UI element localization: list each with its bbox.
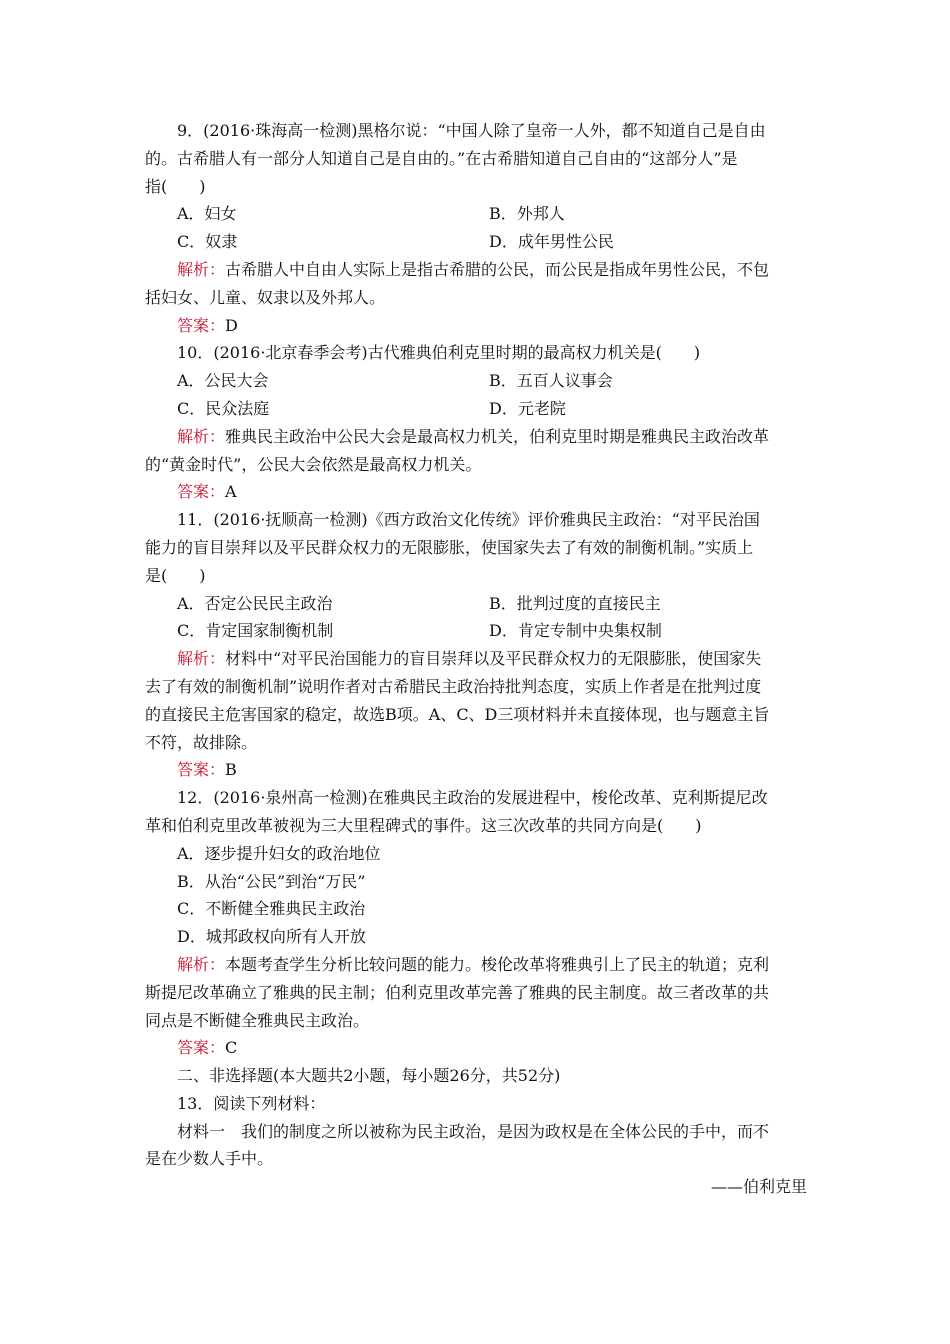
options-row [145, 367, 807, 395]
analysis-label: 解析： [177, 426, 226, 446]
analysis [145, 256, 807, 284]
analysis-label: 解析： [177, 649, 226, 669]
question-9 [145, 117, 807, 339]
analysis-text: 同点是不断健全雅典民主政治。 [145, 1010, 370, 1030]
answer [145, 756, 807, 784]
answer-label: 答案： [177, 482, 226, 502]
option-d: D．城邦政权向所有人开放 [177, 927, 366, 947]
options-row [145, 590, 807, 618]
analysis-text: 的“黄金时代”，公民大会依然是最高权力机关。 [145, 454, 482, 474]
answer-label: 答案： [177, 1038, 226, 1058]
question-13 [145, 1090, 807, 1201]
question-12 [145, 784, 807, 1062]
option-c: C．奴隶 [177, 232, 238, 252]
analysis-text: 材料中“对平民治国能力的盲目崇拜以及平民群众权力的无限膨胀，使国家失 [225, 649, 762, 669]
option-c: C．民众法庭 [177, 398, 270, 418]
answer-value: C [225, 1038, 238, 1058]
analysis-text: 本题考查学生分析比较问题的能力。梭伦改革将雅典引上了民主的轨道；克利 [225, 954, 770, 974]
material-source: ——伯利克里 [710, 1177, 807, 1197]
question-stem: 11．(2016·抚顺高一检测)《西方政治文化传统》评价雅典民主政治：“对平民治国 [177, 510, 760, 530]
option-d: D．成年男性公民 [489, 232, 614, 252]
question-stem: 是( ) [145, 565, 206, 585]
analysis-text: 雅典民主政治中公民大会是最高权力机关，伯利克里时期是雅典民主政治改革 [225, 426, 770, 446]
option-c: C．肯定国家制衡机制 [177, 621, 334, 641]
question-11 [145, 506, 807, 784]
analysis-text: 括妇女、儿童、奴隶以及外邦人。 [145, 287, 386, 307]
analysis-text: 不符，故排除。 [145, 732, 258, 752]
options-row [145, 617, 807, 645]
question-stem: 10．(2016·北京春季会考)古代雅典伯利克里时期的最高权力机关是( ) [177, 343, 701, 363]
answer [145, 312, 807, 340]
section-heading: 二、非选择题(本大题共2小题，每小题26分，共52分) [177, 1066, 561, 1086]
material-text: 是在少数人手中。 [145, 1149, 274, 1169]
question-stem: 9．(2016·珠海高一检测)黑格尔说：“中国人除了皇帝一人外，都不知道自己是自由 [177, 121, 766, 140]
document-page [145, 117, 807, 1201]
question-stem: 能力的盲目崇拜以及平民群众权力的无限膨胀，使国家失去了有效的制衡机制。”实质上 [145, 537, 754, 557]
option-a: A．妇女 [177, 204, 237, 224]
option-a: A．逐步提升妇女的政治地位 [177, 843, 381, 863]
answer-value: D [225, 315, 238, 335]
answer [145, 1034, 807, 1062]
analysis-label: 解析： [177, 259, 226, 279]
material-text: 材料一 我们的制度之所以被称为民主政治，是因为政权是在全体公民的手中，而不 [177, 1121, 770, 1141]
option-a: A．公民大会 [177, 371, 269, 391]
option-d: D．元老院 [489, 398, 566, 418]
answer-label: 答案： [177, 760, 226, 780]
answer-label: 答案： [177, 315, 226, 335]
analysis [145, 423, 807, 451]
option-c: C．不断健全雅典民主政治 [177, 899, 366, 919]
analysis [145, 951, 807, 979]
question-stem: 12．(2016·泉州高一检测)在雅典民主政治的发展进程中，梭伦改革、克利斯提尼改 [177, 788, 768, 808]
option-b: B．外邦人 [489, 204, 565, 224]
options-row [145, 395, 807, 423]
question-stem: 的。古希腊人有一部分人知道自己是自由的。”在古希腊知道自己自由的“这部分人”是 [145, 148, 738, 168]
analysis-text: 的直接民主危害国家的稳定，故选B项。A、C、D三项材料并未直接体现，也与题意主旨 [145, 704, 770, 724]
option-a: A．否定公民民主政治 [177, 593, 333, 613]
analysis-text: 斯提尼改革确立了雅典的民主制；伯利克里改革完善了雅典的民主制度。故三者改革的共 [145, 982, 770, 1002]
question-stem: 革和伯利克里改革被视为三大里程碑式的事件。这三次改革的共同方向是( ) [145, 815, 702, 835]
options-row [145, 200, 807, 228]
option-b: B．五百人议事会 [489, 371, 613, 391]
option-b: B．批判过度的直接民主 [489, 593, 661, 613]
analysis-text: 古希腊人中自由人实际上是指古希腊的公民，而公民是指成年男性公民，不包 [225, 259, 770, 279]
analysis-text: 去了有效的制衡机制”说明作者对古希腊民主政治持批判态度，实质上作者是在批判过度 [145, 676, 762, 696]
question-stem: 指( ) [145, 176, 206, 196]
answer [145, 478, 807, 506]
analysis-label: 解析： [177, 954, 226, 974]
analysis [145, 645, 807, 673]
question-stem: 13．阅读下列材料： [177, 1093, 326, 1113]
question-10 [145, 339, 807, 506]
answer-value: A [225, 482, 237, 502]
option-b: B．从治“公民”到治“万民” [177, 871, 366, 891]
options-row [145, 228, 807, 256]
option-d: D．肯定专制中央集权制 [489, 621, 662, 641]
answer-value: B [225, 760, 237, 780]
